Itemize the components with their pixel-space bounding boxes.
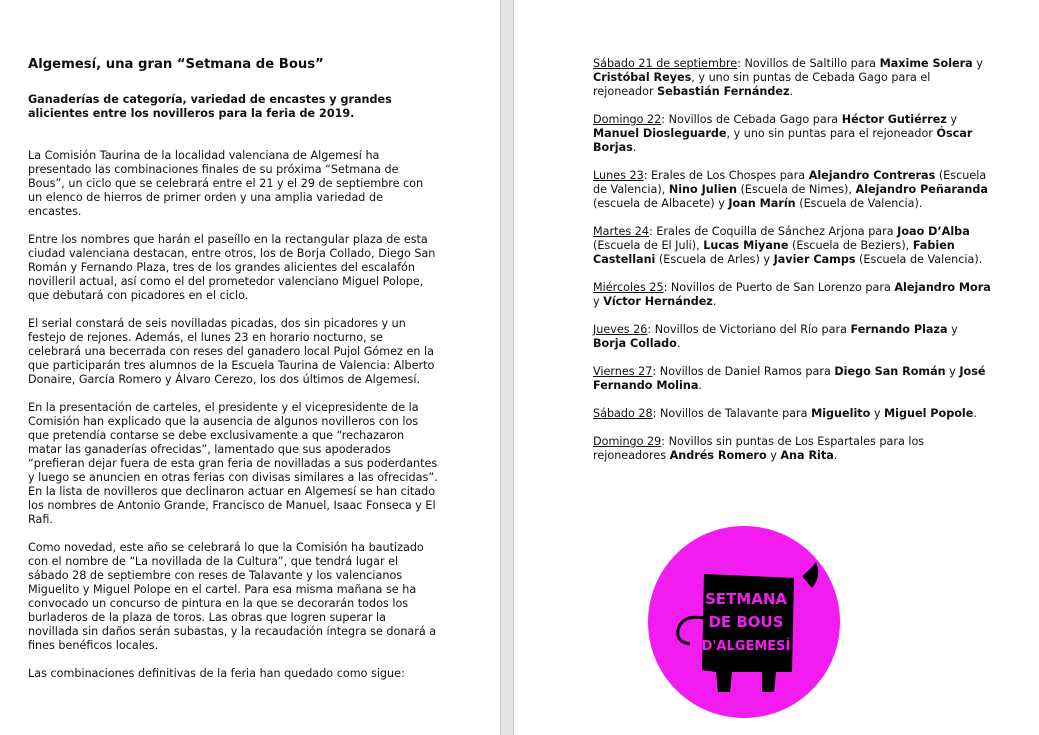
left-page (0, 0, 500, 735)
schedule-date: Lunes 23 (593, 169, 644, 182)
logo-line-1: SETMANA (705, 590, 787, 608)
paragraph-1: La Comisión Taurina de la localidad valenciana de Algemesí ha presentado las combinaciones finales de su próxima “Setmana de Bous”, un ciclo que se celebrará entre el 21 y el 29 de septiembre con un elenco de hierros de primer orden y una amplia variedad de encastes. (28, 149, 424, 218)
schedule-entry: Sábado 21 de septiembre: Novillos de Saltillo para Maxime Solera y Cristóbal Reyes, y uno sin puntas de Cebada Gago para el rejoneador Sebastián Fernández. (593, 57, 983, 98)
schedule-entry: Sábado 28: Novillos de Talavante para Miguelito y Miguel Popole. (593, 407, 977, 420)
setmana-de-bous-logo (644, 522, 844, 722)
article-column (28, 57, 438, 695)
schedule-column (593, 57, 993, 477)
paragraph-3: El serial constará de seis novilladas picadas, dos sin picadores y un festejo de rejones. Además, el lunes 23 en horario nocturno, se celebrará una becerrada con reses del ganadero local Pujol Gómez en la que participarán tres alumnos de la Escuela Taurina de Valencia: Alberto Donaire, García Romero y Álvaro Cerezo, los dos últimos de Algemesí. (28, 317, 435, 386)
schedule-date: Sábado 28 (593, 407, 653, 420)
schedule-entry: Viernes 27: Novillos de Daniel Ramos para Diego San Román y José Fernando Molina. (593, 365, 986, 392)
schedule-date: Sábado 21 de septiembre (593, 57, 738, 70)
schedule-entry: Domingo 29: Novillos sin puntas de Los Espartales para los rejoneadores Andrés Romero y Ana Rita. (593, 435, 925, 462)
right-page (514, 0, 1039, 735)
logo-line-3: D'ALGEMESÍ (701, 639, 791, 654)
schedule-entry: Domingo 22: Novillos de Cebada Gago para Héctor Gutiérrez y Manuel Diosleguarde, y uno sin puntas para el rejoneador Óscar Borjas. (593, 113, 973, 154)
paragraph-6: Las combinaciones definitivas de la feria han quedado como sigue: (28, 667, 405, 680)
page-gutter (500, 0, 514, 735)
schedule-entry: Lunes 23: Erales de Los Chospes para Alejandro Contreras (Escuela de Valencia), Nino Julien (Escuela de Nimes), Alejandro Peñaranda (escuela de Albacete) y Joan Marín (Escuela de Valencia). (593, 169, 988, 210)
article-subtitle: Ganaderías de categoría, variedad de encastes y grandes alicientes entre los novilleros para la feria de 2019. (28, 93, 392, 120)
logo-line-2: DE BOUS (708, 613, 784, 631)
paragraph-5: Como novedad, este año se celebrará lo que la Comisión ha bautizado con el nombre de “La novillada de la Cultura”, que tendrá lugar el sábado 28 de septiembre con reses de Talavante y los valencianos Miguelito y Miguel Polope en el cartel. Para esa misma mañana se ha convocado un concurso de pintura en la que se decorarán todos los burladeros de la plaza de toros. Las obras que logren superar la novillada sin daños serán subastas, y la recaudación íntegra se donará a fines benéficos locales. (28, 541, 437, 652)
paragraph-2: Entre los nombres que harán el paseíllo en la rectangular plaza de esta ciudad valenciana destacan, entre otros, los de Borja Collado, Diego San Román y Fernando Plaza, tres de los grandes alicientes del escalafón novilleril actual, así como el del prometedor valenciano Miguel Polope, que debutará con picadores en el ciclo. (28, 233, 436, 302)
paragraph-4: En la presentación de carteles, el presidente y el vicepresidente de la Comisión han explicado que la ausencia de algunos novilleros con los que pretendía contarse se debe exclusivamente a que “rechazaron matar las ganaderías ofrecidas”, lamentado que sus apoderados “prefieran dejar fuera de esta gran feria de novilladas a sus poderdantes y luego se anuncien en otras ferias con divisas similares a las ofrecidas”. En la lista de novilleros que declinaron actuar en Algemesí se han citado los nombres de Antonio Grande, Francisco de Manuel, Isaac Fonseca y El Rafi. (28, 401, 438, 526)
schedule-date: Domingo 29 (593, 435, 662, 448)
schedule-date: Domingo 22 (593, 113, 662, 126)
schedule-date: Jueves 26 (593, 323, 648, 336)
schedule-entry: Miércoles 25: Novillos de Puerto de San Lorenzo para Alejandro Mora y Víctor Hernández. (593, 281, 991, 308)
schedule-entry: Martes 24: Erales de Coquilla de Sánchez Arjona para Joao D’Alba (Escuela de El Juli), Lucas Miyane (Escuela de Beziers), Fabien Castellani (Escuela de Arles) y Javier Camps (Escuela de Valencia). (593, 225, 983, 266)
schedule-entry: Jueves 26: Novillos de Victoriano del Río para Fernando Plaza y Borja Collado. (593, 323, 958, 350)
schedule-date: Viernes 27 (593, 365, 653, 378)
schedule-date: Miércoles 25 (593, 281, 664, 294)
schedule-date: Martes 24 (593, 225, 649, 238)
article-title: Algemesí, una gran “Setmana de Bous” (28, 57, 324, 72)
